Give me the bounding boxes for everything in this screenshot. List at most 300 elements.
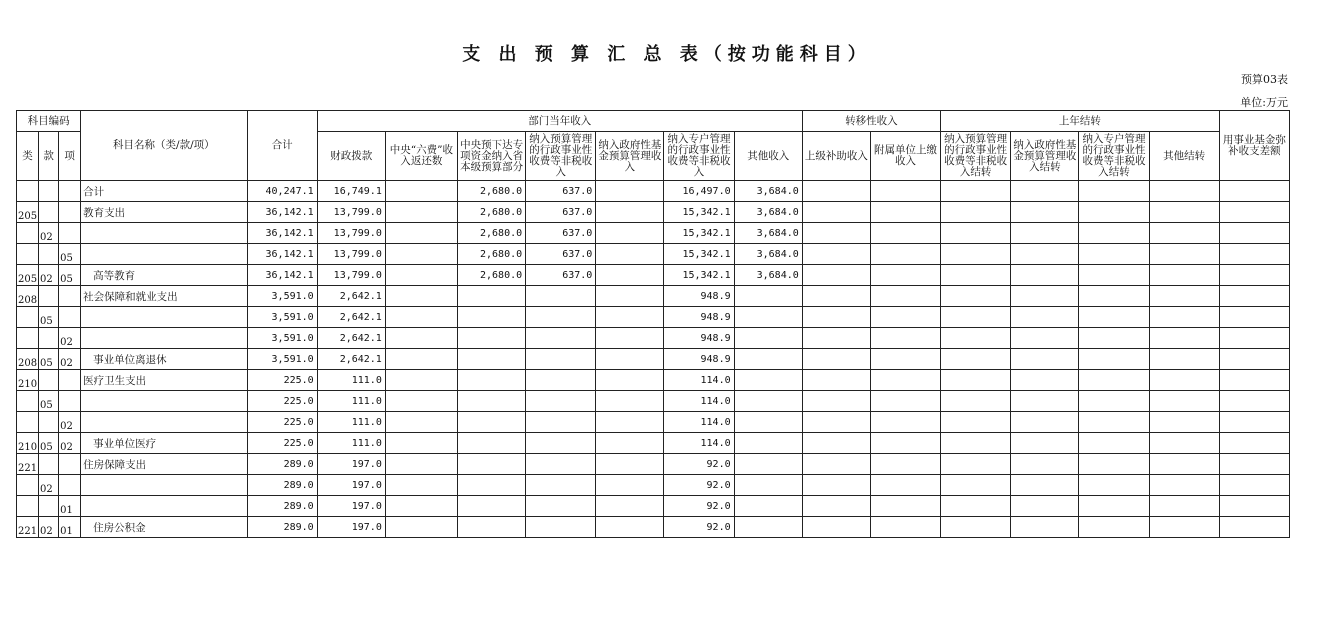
cell-total: 36,142.1 (247, 223, 317, 244)
cell-kuan: 02 (39, 265, 59, 286)
cell-special-account: 948.9 (664, 328, 734, 349)
cell-cf-gov-fund (1011, 349, 1079, 370)
cell-six-fee (385, 433, 457, 454)
cell-gov-fund (596, 370, 664, 391)
cell-fund-gap (1219, 244, 1289, 265)
cell-lei: 221 (17, 454, 39, 475)
cell-affiliate (870, 349, 940, 370)
cell-special-account: 15,342.1 (664, 265, 734, 286)
cell-gov-fund (596, 265, 664, 286)
cell-other (734, 496, 802, 517)
cell-lei (17, 475, 39, 496)
cell-kuan: 02 (39, 517, 59, 538)
cell-other (734, 286, 802, 307)
cell-name (81, 475, 247, 496)
cell-cf-budget-admin (941, 496, 1011, 517)
cell-special-account: 92.0 (664, 475, 734, 496)
table-row (17, 286, 1290, 307)
cell-budget-admin (526, 517, 596, 538)
cell-total: 225.0 (247, 433, 317, 454)
cell-central-special (458, 475, 526, 496)
cell-cf-gov-fund (1011, 328, 1079, 349)
cell-special-account: 15,342.1 (664, 223, 734, 244)
cell-cf-gov-fund (1011, 496, 1079, 517)
cell-kuan (39, 181, 59, 202)
cell-cf-gov-fund (1011, 475, 1079, 496)
cell-lei: 208 (17, 286, 39, 307)
cell-superior-subsidy (802, 286, 870, 307)
cell-total: 3,591.0 (247, 349, 317, 370)
cell-fiscal: 13,799.0 (317, 265, 385, 286)
cell-name (81, 496, 247, 517)
cell-cf-special-account (1079, 433, 1149, 454)
cell-cf-other (1149, 202, 1219, 223)
cell-gov-fund (596, 181, 664, 202)
cell-cf-budget-admin (941, 475, 1011, 496)
cell-cf-budget-admin (941, 307, 1011, 328)
table-row (17, 181, 1290, 202)
budget-summary-table (16, 110, 1290, 538)
cell-cf-other (1149, 370, 1219, 391)
cell-cf-special-account (1079, 307, 1149, 328)
cell-cf-special-account (1079, 349, 1149, 370)
cell-name: 医疗卫生支出 (81, 370, 247, 391)
cell-six-fee (385, 307, 457, 328)
table-row (17, 412, 1290, 433)
cell-gov-fund (596, 475, 664, 496)
cell-budget-admin (526, 370, 596, 391)
cell-six-fee (385, 328, 457, 349)
cell-kuan (39, 412, 59, 433)
cell-special-account: 114.0 (664, 391, 734, 412)
cell-total: 289.0 (247, 496, 317, 517)
cell-affiliate (870, 202, 940, 223)
cell-cf-gov-fund (1011, 391, 1079, 412)
cell-affiliate (870, 244, 940, 265)
cell-cf-gov-fund (1011, 286, 1079, 307)
cell-six-fee (385, 475, 457, 496)
cell-cf-other (1149, 328, 1219, 349)
cell-budget-admin (526, 349, 596, 370)
cell-xiang: 02 (59, 433, 81, 454)
cell-cf-budget-admin (941, 433, 1011, 454)
cell-gov-fund (596, 223, 664, 244)
cell-other: 3,684.0 (734, 244, 802, 265)
cell-name (81, 223, 247, 244)
cell-other (734, 433, 802, 454)
six-fee-header: 中央“六费”收入返还数 (385, 132, 457, 181)
cell-affiliate (870, 433, 940, 454)
cell-six-fee (385, 349, 457, 370)
cell-affiliate (870, 517, 940, 538)
cell-cf-gov-fund (1011, 181, 1079, 202)
cell-xiang: 02 (59, 349, 81, 370)
cell-cf-other (1149, 244, 1219, 265)
cell-fund-gap (1219, 349, 1289, 370)
table-row (17, 328, 1290, 349)
cell-name: 合计 (81, 181, 247, 202)
cell-fiscal: 111.0 (317, 412, 385, 433)
cell-superior-subsidy (802, 433, 870, 454)
cell-affiliate (870, 307, 940, 328)
cell-name (81, 307, 247, 328)
cell-fund-gap (1219, 265, 1289, 286)
cell-central-special (458, 391, 526, 412)
cell-special-account: 114.0 (664, 433, 734, 454)
cell-affiliate (870, 391, 940, 412)
cell-cf-budget-admin (941, 181, 1011, 202)
cell-six-fee (385, 412, 457, 433)
subject-code-header: 科目编码 (17, 111, 81, 132)
cell-cf-gov-fund (1011, 244, 1079, 265)
cell-affiliate (870, 265, 940, 286)
cell-gov-fund (596, 391, 664, 412)
cell-affiliate (870, 412, 940, 433)
cell-cf-other (1149, 454, 1219, 475)
cell-central-special: 2,680.0 (458, 244, 526, 265)
cell-superior-subsidy (802, 496, 870, 517)
cell-six-fee (385, 181, 457, 202)
cell-gov-fund (596, 517, 664, 538)
cell-cf-budget-admin (941, 286, 1011, 307)
cell-lei: 208 (17, 349, 39, 370)
page-title: 支 出 预 算 汇 总 表（按功能科目） (462, 44, 872, 65)
central-special-header: 中央预下达专项资金纳入省本级预算部分 (458, 132, 526, 181)
cell-other (734, 412, 802, 433)
cell-budget-admin (526, 307, 596, 328)
budget-admin-header: 纳入预算管理的行政事业性收费等非税收入 (526, 132, 596, 181)
gov-fund-header: 纳入政府性基金预算管理收入 (596, 132, 664, 181)
cell-cf-special-account (1079, 244, 1149, 265)
cell-cf-gov-fund (1011, 454, 1079, 475)
table-row (17, 202, 1290, 223)
cell-budget-admin (526, 391, 596, 412)
cell-cf-gov-fund (1011, 223, 1079, 244)
cell-xiang (59, 223, 81, 244)
cell-name: 住房保障支出 (81, 454, 247, 475)
cell-name: 事业单位医疗 (81, 433, 247, 454)
cell-cf-other (1149, 433, 1219, 454)
cell-central-special (458, 454, 526, 475)
cell-gov-fund (596, 202, 664, 223)
cell-kuan (39, 244, 59, 265)
cell-other: 3,684.0 (734, 181, 802, 202)
cell-fiscal: 197.0 (317, 475, 385, 496)
cell-budget-admin: 637.0 (526, 244, 596, 265)
cell-total: 3,591.0 (247, 307, 317, 328)
xiang-header: 项 (59, 132, 81, 181)
cell-six-fee (385, 370, 457, 391)
cell-six-fee (385, 265, 457, 286)
table-row (17, 223, 1290, 244)
cell-central-special: 2,680.0 (458, 202, 526, 223)
cell-kuan (39, 286, 59, 307)
table-row (17, 265, 1290, 286)
cell-budget-admin (526, 433, 596, 454)
cell-superior-subsidy (802, 370, 870, 391)
cell-affiliate (870, 328, 940, 349)
cell-gov-fund (596, 307, 664, 328)
cell-other (734, 328, 802, 349)
cell-cf-other (1149, 265, 1219, 286)
cell-special-account: 92.0 (664, 496, 734, 517)
cell-total: 40,247.1 (247, 181, 317, 202)
cell-kuan: 05 (39, 349, 59, 370)
table-row (17, 349, 1290, 370)
cell-cf-other (1149, 475, 1219, 496)
table-row (17, 391, 1290, 412)
cell-six-fee (385, 391, 457, 412)
cell-fund-gap (1219, 391, 1289, 412)
cell-cf-other (1149, 391, 1219, 412)
cell-fiscal: 16,749.1 (317, 181, 385, 202)
affiliate-header: 附属单位上缴收入 (870, 132, 940, 181)
cell-fund-gap (1219, 496, 1289, 517)
cell-fund-gap (1219, 328, 1289, 349)
cell-kuan: 02 (39, 223, 59, 244)
cell-cf-budget-admin (941, 370, 1011, 391)
cell-cf-gov-fund (1011, 370, 1079, 391)
unit-label: 单位:万元 (1240, 96, 1288, 109)
cell-superior-subsidy (802, 202, 870, 223)
cell-cf-budget-admin (941, 202, 1011, 223)
cell-central-special (458, 349, 526, 370)
cell-lei (17, 244, 39, 265)
cell-cf-special-account (1079, 223, 1149, 244)
cell-six-fee (385, 202, 457, 223)
fiscal-header: 财政拨款 (317, 132, 385, 181)
cell-name: 住房公积金 (81, 517, 247, 538)
cell-cf-other (1149, 307, 1219, 328)
cell-affiliate (870, 223, 940, 244)
cell-fiscal: 197.0 (317, 496, 385, 517)
cell-lei: 205 (17, 265, 39, 286)
cell-central-special: 2,680.0 (458, 265, 526, 286)
cell-gov-fund (596, 328, 664, 349)
cell-total: 225.0 (247, 412, 317, 433)
cell-cf-budget-admin (941, 517, 1011, 538)
cell-cf-special-account (1079, 454, 1149, 475)
cell-gov-fund (596, 286, 664, 307)
table-row (17, 517, 1290, 538)
cell-xiang (59, 202, 81, 223)
cell-other: 3,684.0 (734, 223, 802, 244)
cell-special-account: 15,342.1 (664, 202, 734, 223)
other-income-header: 其他收入 (734, 132, 802, 181)
cell-superior-subsidy (802, 454, 870, 475)
cell-central-special (458, 412, 526, 433)
cell-total: 225.0 (247, 370, 317, 391)
cell-xiang: 05 (59, 265, 81, 286)
cell-kuan: 05 (39, 391, 59, 412)
cell-fund-gap (1219, 181, 1289, 202)
cell-fund-gap (1219, 433, 1289, 454)
cell-fiscal: 111.0 (317, 433, 385, 454)
cell-xiang (59, 181, 81, 202)
cell-name (81, 391, 247, 412)
cell-other: 3,684.0 (734, 202, 802, 223)
cell-cf-special-account (1079, 412, 1149, 433)
transfer-income-header: 转移性收入 (802, 111, 940, 132)
cell-superior-subsidy (802, 223, 870, 244)
superior-subsidy-header: 上级补助收入 (802, 132, 870, 181)
cell-fiscal: 13,799.0 (317, 202, 385, 223)
cell-budget-admin: 637.0 (526, 223, 596, 244)
cell-cf-other (1149, 181, 1219, 202)
cell-xiang: 02 (59, 328, 81, 349)
cell-cf-other (1149, 517, 1219, 538)
dept-income-header: 部门当年收入 (317, 111, 802, 132)
cell-cf-budget-admin (941, 454, 1011, 475)
cell-cf-other (1149, 223, 1219, 244)
cell-special-account: 114.0 (664, 412, 734, 433)
cell-budget-admin (526, 412, 596, 433)
cell-cf-gov-fund (1011, 412, 1079, 433)
cell-total: 3,591.0 (247, 328, 317, 349)
cell-central-special (458, 496, 526, 517)
cell-budget-admin (526, 475, 596, 496)
cell-xiang: 01 (59, 496, 81, 517)
cell-gov-fund (596, 454, 664, 475)
cell-total: 225.0 (247, 391, 317, 412)
cell-superior-subsidy (802, 265, 870, 286)
cell-fund-gap (1219, 286, 1289, 307)
cell-fund-gap (1219, 412, 1289, 433)
cell-fiscal: 111.0 (317, 391, 385, 412)
table-row (17, 370, 1290, 391)
cell-budget-admin: 637.0 (526, 202, 596, 223)
cell-cf-gov-fund (1011, 517, 1079, 538)
cell-special-account: 948.9 (664, 286, 734, 307)
cell-name (81, 328, 247, 349)
cell-special-account: 114.0 (664, 370, 734, 391)
cell-name: 教育支出 (81, 202, 247, 223)
kuan-header: 款 (39, 132, 59, 181)
cell-central-special (458, 307, 526, 328)
cell-total: 36,142.1 (247, 202, 317, 223)
cell-lei (17, 307, 39, 328)
cell-budget-admin (526, 454, 596, 475)
cell-total: 36,142.1 (247, 265, 317, 286)
cell-other (734, 475, 802, 496)
cell-fund-gap (1219, 370, 1289, 391)
cell-lei (17, 496, 39, 517)
cell-cf-gov-fund (1011, 202, 1079, 223)
cell-other (734, 349, 802, 370)
prior-year-header: 上年结转 (941, 111, 1220, 132)
cell-cf-special-account (1079, 202, 1149, 223)
cell-fund-gap (1219, 475, 1289, 496)
cell-kuan (39, 370, 59, 391)
cell-cf-budget-admin (941, 265, 1011, 286)
subject-name-header: 科目名称（类/款/项） (81, 111, 247, 181)
cell-lei (17, 412, 39, 433)
cell-other: 3,684.0 (734, 265, 802, 286)
cell-affiliate (870, 286, 940, 307)
cell-budget-admin: 637.0 (526, 181, 596, 202)
cell-other (734, 307, 802, 328)
cell-other (734, 454, 802, 475)
total-header: 合计 (247, 111, 317, 181)
cell-central-special: 2,680.0 (458, 181, 526, 202)
cell-lei (17, 223, 39, 244)
cell-name (81, 244, 247, 265)
cell-cf-other (1149, 286, 1219, 307)
cell-superior-subsidy (802, 391, 870, 412)
cell-total: 289.0 (247, 475, 317, 496)
cell-lei (17, 181, 39, 202)
cell-superior-subsidy (802, 307, 870, 328)
table-row (17, 454, 1290, 475)
cell-superior-subsidy (802, 517, 870, 538)
cell-fund-gap (1219, 454, 1289, 475)
cell-fiscal: 13,799.0 (317, 223, 385, 244)
cell-cf-other (1149, 349, 1219, 370)
cell-xiang (59, 454, 81, 475)
cell-superior-subsidy (802, 475, 870, 496)
cell-fiscal: 197.0 (317, 454, 385, 475)
cell-xiang: 01 (59, 517, 81, 538)
cell-lei (17, 328, 39, 349)
cell-budget-admin: 637.0 (526, 265, 596, 286)
cell-name: 事业单位离退休 (81, 349, 247, 370)
cell-central-special (458, 370, 526, 391)
cell-special-account: 92.0 (664, 454, 734, 475)
cell-cf-special-account (1079, 517, 1149, 538)
cell-cf-budget-admin (941, 349, 1011, 370)
cell-special-account: 16,497.0 (664, 181, 734, 202)
cell-gov-fund (596, 349, 664, 370)
cell-cf-budget-admin (941, 244, 1011, 265)
cell-total: 289.0 (247, 454, 317, 475)
cell-cf-budget-admin (941, 223, 1011, 244)
cell-xiang: 02 (59, 412, 81, 433)
cell-superior-subsidy (802, 244, 870, 265)
cell-central-special (458, 433, 526, 454)
cell-special-account: 92.0 (664, 517, 734, 538)
cell-central-special (458, 517, 526, 538)
form-number: 预算03表 (1241, 73, 1288, 86)
cell-special-account: 948.9 (664, 307, 734, 328)
cell-cf-budget-admin (941, 328, 1011, 349)
cell-cf-special-account (1079, 328, 1149, 349)
cell-kuan: 05 (39, 433, 59, 454)
cell-kuan (39, 496, 59, 517)
cell-other (734, 517, 802, 538)
cell-fiscal: 197.0 (317, 517, 385, 538)
cell-cf-other (1149, 496, 1219, 517)
cell-lei: 205 (17, 202, 39, 223)
cell-fiscal: 111.0 (317, 370, 385, 391)
cell-kuan: 05 (39, 307, 59, 328)
cell-gov-fund (596, 412, 664, 433)
table-row (17, 244, 1290, 265)
cell-xiang (59, 307, 81, 328)
fund-gap-header: 用事业基金弥补收支差额 (1219, 111, 1289, 181)
cell-superior-subsidy (802, 412, 870, 433)
cell-cf-special-account (1079, 370, 1149, 391)
cell-six-fee (385, 223, 457, 244)
cell-affiliate (870, 496, 940, 517)
cell-other (734, 370, 802, 391)
cell-lei: 221 (17, 517, 39, 538)
cell-kuan (39, 454, 59, 475)
cell-kuan (39, 328, 59, 349)
cell-affiliate (870, 370, 940, 391)
cell-total: 36,142.1 (247, 244, 317, 265)
cell-cf-special-account (1079, 391, 1149, 412)
cell-six-fee (385, 496, 457, 517)
